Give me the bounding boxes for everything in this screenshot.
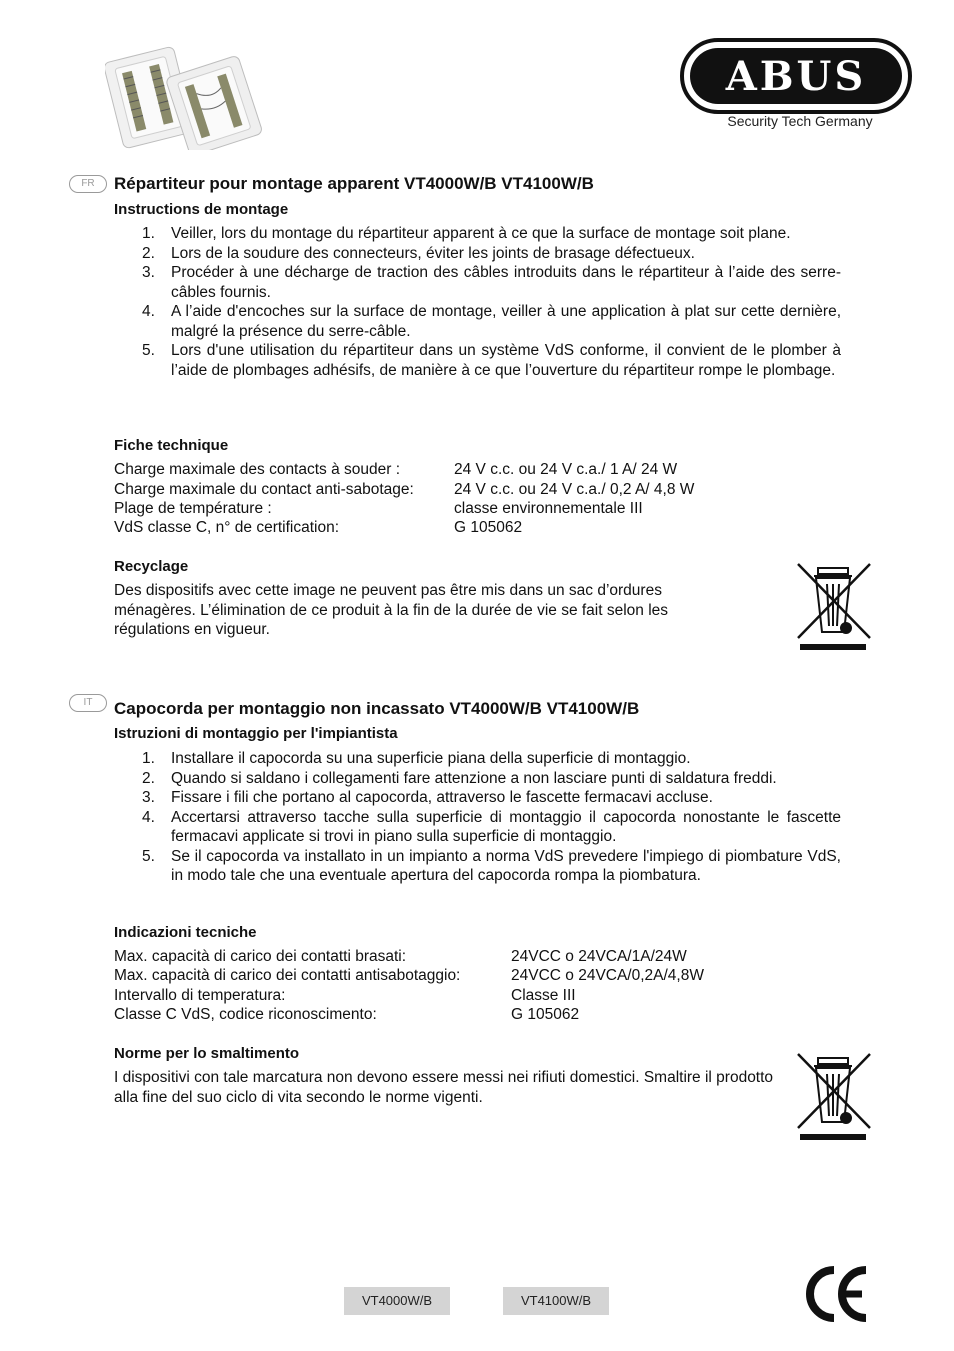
spec-value: classe environnementale III (454, 500, 643, 517)
instruction-list-it (114, 749, 841, 886)
weee-bin-icon (794, 1050, 876, 1147)
spec-label: Max. capacità di carico dei contatti antisabotaggio: (114, 967, 461, 984)
list-item: 3. Fissare i fili che portano al capocorda, attraverso le fascette fermacavi accluse. (142, 789, 713, 806)
spec-value: 24 V c.c. ou 24 V c.a./ 0,2 A/ 4,8 W (454, 481, 695, 498)
spec-heading-fr: Fiche technique (114, 437, 229, 454)
list-item: 1. Installare il capocorda su una superficie piana della superficie di montaggio. (142, 750, 691, 767)
model-label-vt4100: VT4100W/B (503, 1287, 609, 1315)
logo-tagline: Security Tech Germany (727, 113, 873, 129)
spec-value: 24VCC o 24VCA/1A/24W (511, 948, 687, 965)
section-title-it: Capocorda per montaggio non incassato VT4000W/B VT4100W/B (114, 699, 640, 718)
language-badge-fr: FR (69, 175, 107, 193)
spec-value: G 105062 (454, 519, 523, 536)
spec-value: Classe III (511, 987, 576, 1004)
brand-text: ABUS (725, 53, 867, 100)
spec-heading-it: Indicazioni tecniche (114, 924, 257, 941)
spec-label: Charge maximale des contacts à souder : (114, 461, 401, 478)
recycle-text-fr: Des dispositifs avec cette image ne peuvent pas être mis dans un sac d’ordures ménagères. L’élimination de ce produit à la fin de la durée de vie se fait selon les régulations en vigueur. (114, 582, 669, 638)
list-item: 5. Lors d'une utilisation du répartiteur dans un système VdS conforme, il convient de le plomber à l’aide de plombages adhésifs, de manière à ce que l’ouverture du répartiteur rompe le plombage. (142, 342, 841, 379)
list-item: 2. Quando si saldano i collegamenti fare attenzione a non lasciare punti di saldatura freddi. (142, 769, 777, 787)
list-item: 5. Se il capocorda va installato in un impianto a norma VdS prevedere l'impiego di piombature VdS, in modo tale che una eventuale apertura del capocorda rompa la piombatura. (142, 847, 841, 884)
spec-value: 24VCC o 24VCA/0,2A/4,8W (511, 967, 704, 984)
list-item: 3. Procéder à une décharge de traction des câbles introduits dans le répartiteur à l’aide des serre-câbles fournis. (142, 264, 841, 301)
list-item: 1. Veiller, lors du montage du répartiteur apparent à ce que la surface de montage soit plane. (142, 225, 791, 242)
list-item: 4. Accertarsi attraverso tacche sulla superficie di montaggio il capocorda nonostante le fascette fermacavi applicate si trovi in piano sulla superficie di montaggio. (142, 808, 841, 845)
spec-label: Max. capacità di carico dei contatti brasati: (114, 948, 407, 965)
product-photo (105, 38, 265, 150)
model-label-vt4000: VT4000W/B (344, 1287, 450, 1315)
section-title-fr: Répartiteur pour montage apparent VT4000W/B VT4100W/B (114, 174, 594, 193)
recycle-heading-fr: Recyclage (114, 558, 189, 575)
instruction-list-fr (114, 224, 841, 380)
instructions-heading-fr: Instructions de montage (114, 201, 289, 218)
instructions-heading-it: Istruzioni di montaggio per l'impiantista (114, 725, 398, 742)
spec-value: G 105062 (511, 1006, 580, 1023)
spec-value: 24 V c.c. ou 24 V c.a./ 1 A/ 24 W (454, 461, 678, 478)
spec-label: Intervallo di temperatura: (114, 987, 286, 1004)
recycle-heading-it: Norme per lo smaltimento (114, 1045, 300, 1062)
spec-label: Plage de température : (114, 500, 272, 517)
ce-mark-icon (804, 1262, 872, 1333)
weee-bin-icon (794, 560, 876, 657)
language-badge-it: IT (69, 694, 107, 712)
spec-label: Charge maximale du contact anti-sabotage: (114, 481, 414, 498)
list-item: 4. A l’aide d'encoches sur la surface de montage, veiller à une application à plat sur cette dernière, malgré la présence du serre-câble. (142, 303, 841, 340)
recycle-text-it: I dispositivi con tale marcatura non devono essere messi nei rifiuti domestici. Smaltire il prodotto alla fine del suo ciclo di vita secondo le norme vigenti. (114, 1069, 774, 1106)
list-item: 2. Lors de la soudure des connecteurs, éviter les joints de brasage défectueux. (142, 244, 695, 262)
spec-label: Classe C VdS, codice riconoscimento: (114, 1006, 377, 1023)
spec-label: VdS classe C, n° de certification: (114, 519, 340, 536)
